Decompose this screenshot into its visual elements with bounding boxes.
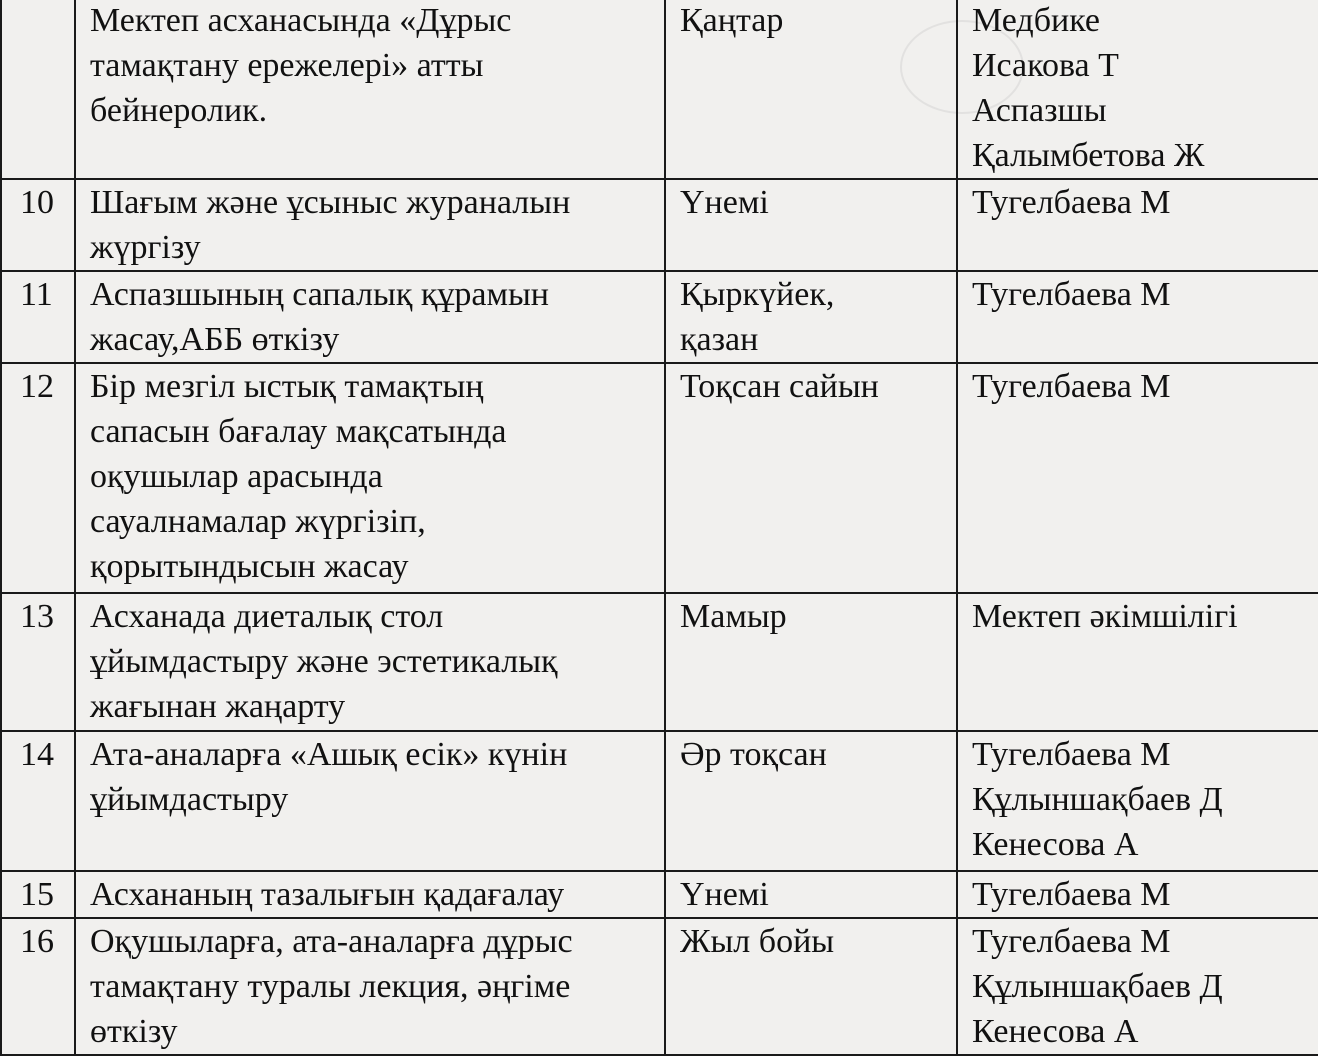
responsible-line: Кенесова А <box>972 826 1139 863</box>
term-cell <box>665 271 957 363</box>
responsible-line: Тугелбаева М <box>972 923 1171 960</box>
responsible-line: Құлыншақбаев Д <box>972 968 1223 1005</box>
activity-cell <box>75 593 665 731</box>
activity-line: Мектеп асханасында «Дұрыс <box>90 2 512 39</box>
table-row <box>1 593 1318 731</box>
table-row <box>1 271 1318 363</box>
activity-line: оқушылар арасында <box>90 458 383 495</box>
activity-cell <box>75 918 665 1055</box>
responsible-line: Құлыншақбаев Д <box>972 781 1223 818</box>
row-number: 13 <box>20 598 54 635</box>
responsible-line: Медбике <box>972 2 1100 39</box>
activity-cell <box>75 0 665 179</box>
responsible-cell <box>957 731 1318 871</box>
term-cell <box>665 363 957 593</box>
activity-line: Бір мезгіл ыстық тамақтың <box>90 368 484 405</box>
activity-line: Оқушыларға, ата-аналарға дұрыс <box>90 923 573 960</box>
responsible-line: Мектеп әкімшілігі <box>972 598 1238 635</box>
activity-line: жүргізу <box>90 229 201 266</box>
table-row <box>1 0 1318 179</box>
activity-line: өткізу <box>90 1013 178 1050</box>
activity-line: ұйымдастыру <box>90 781 289 818</box>
activity-line: ұйымдастыру және эстетикалық <box>90 643 558 680</box>
responsible-line: Кенесова А <box>972 1013 1139 1050</box>
activity-cell <box>75 179 665 271</box>
activity-line: бейнеролик. <box>90 92 268 129</box>
term-cell <box>665 918 957 1055</box>
activity-cell <box>75 871 665 918</box>
responsible-line: Тугелбаева М <box>972 276 1171 313</box>
responsible-cell <box>957 918 1318 1055</box>
row-number-cell <box>1 0 75 179</box>
table-row <box>1 871 1318 918</box>
row-number: 16 <box>20 923 54 960</box>
term-cell <box>665 593 957 731</box>
activity-line: жасау,АББ өткізу <box>90 321 340 358</box>
term-line: Мамыр <box>680 598 787 635</box>
table-row <box>1 731 1318 871</box>
activity-line: Аспазшының сапалық құрамын <box>90 276 549 313</box>
activity-line: Асханада диеталық стол <box>90 598 444 635</box>
activity-line: Ата-аналарға «Ашық есік» күнін <box>90 736 568 773</box>
table-row <box>1 363 1318 593</box>
activity-cell <box>75 731 665 871</box>
row-number-cell <box>1 871 75 918</box>
row-number: 14 <box>20 736 54 773</box>
responsible-line: Тугелбаева М <box>972 736 1171 773</box>
responsible-cell <box>957 0 1318 179</box>
row-number: 15 <box>20 876 54 913</box>
row-number-cell <box>1 363 75 593</box>
table-body <box>1 0 1318 1055</box>
responsible-line: Тугелбаева М <box>972 368 1171 405</box>
activity-line: сауалнамалар жүргізіп, <box>90 503 426 540</box>
activity-line: жағынан жаңарту <box>90 688 346 725</box>
term-cell <box>665 0 957 179</box>
row-number: 12 <box>20 368 54 405</box>
table-row <box>1 918 1318 1055</box>
activity-line: тамақтану туралы лекция, әңгіме <box>90 968 571 1005</box>
activity-cell <box>75 271 665 363</box>
row-number: 11 <box>20 276 53 313</box>
term-line: Үнемі <box>680 876 769 913</box>
responsible-cell <box>957 363 1318 593</box>
row-number-cell <box>1 179 75 271</box>
row-number-cell <box>1 918 75 1055</box>
responsible-cell <box>957 871 1318 918</box>
activity-line: тамақтану ережелері» атты <box>90 47 484 84</box>
responsible-line: Исакова Т <box>972 47 1119 84</box>
term-line: қазан <box>680 321 759 358</box>
term-line: Қаңтар <box>680 2 784 39</box>
term-line: Тоқсан сайын <box>680 368 879 405</box>
row-number-cell <box>1 271 75 363</box>
responsible-line: Тугелбаева М <box>972 184 1171 221</box>
row-number: 10 <box>20 184 54 221</box>
activity-line: Асхананың тазалығын қадағалау <box>90 876 565 913</box>
row-number-cell <box>1 593 75 731</box>
row-number-cell <box>1 731 75 871</box>
term-cell <box>665 871 957 918</box>
table-row <box>1 179 1318 271</box>
term-line: Жыл бойы <box>680 923 835 960</box>
responsible-line: Тугелбаева М <box>972 876 1171 913</box>
responsible-cell <box>957 271 1318 363</box>
responsible-line: Қалымбетова Ж <box>972 137 1205 174</box>
activity-line: Шағым және ұсыныс жураналын <box>90 184 571 221</box>
term-cell <box>665 179 957 271</box>
responsible-cell <box>957 179 1318 271</box>
term-line: Қыркүйек, <box>680 276 835 313</box>
activity-line: сапасын бағалау мақсатында <box>90 413 507 450</box>
responsible-cell <box>957 593 1318 731</box>
activity-line: қорытындысын жасау <box>90 548 409 585</box>
responsible-line: Аспазшы <box>972 92 1107 129</box>
term-line: Үнемі <box>680 184 769 221</box>
term-cell <box>665 731 957 871</box>
activity-cell <box>75 363 665 593</box>
term-line: Әр тоқсан <box>680 736 827 773</box>
